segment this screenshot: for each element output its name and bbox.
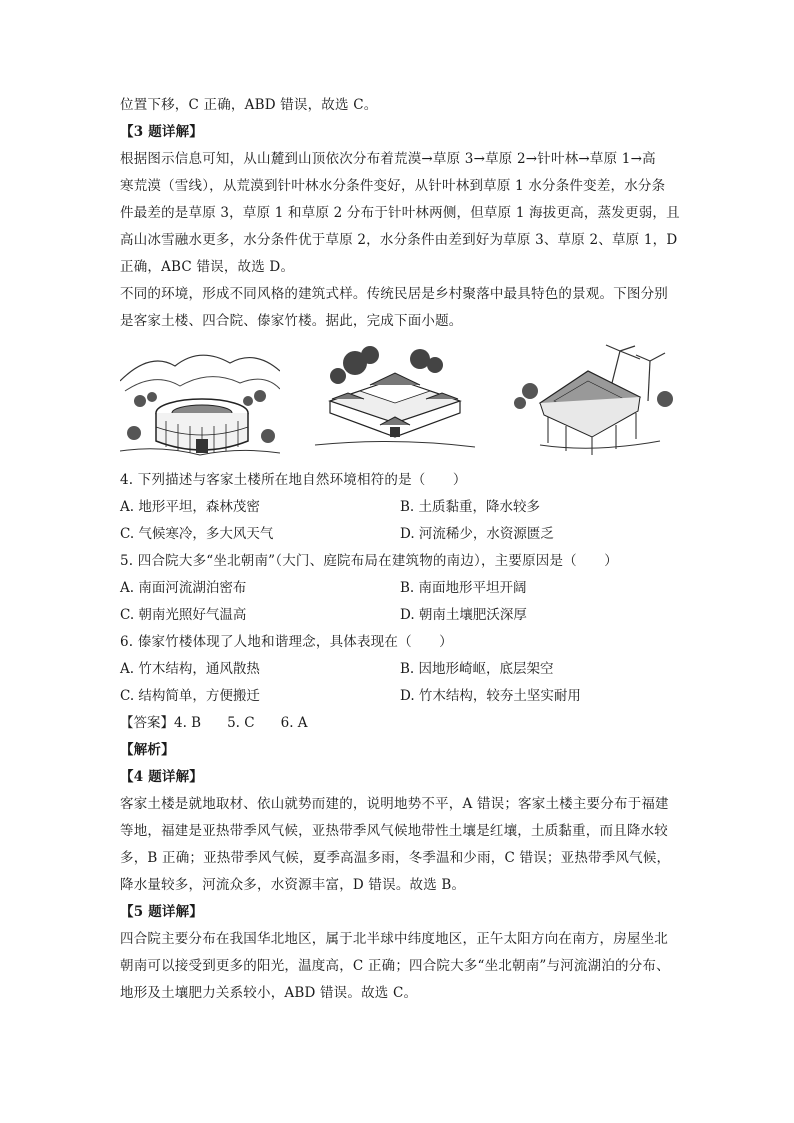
option-b: B. 因地形崎岖，底层架空 [400, 661, 554, 677]
question-stem: 5. 四合院大多“坐北朝南”（大门、庭院布局在建筑物的南边），主要原因是（ ） [120, 553, 618, 569]
top-line: 位置下移，C 正确，ABD 错误，故选 C。 [120, 97, 378, 113]
text-line: 客家土楼是就地取材、依山就势而建的，说明地势不平，A 错误；客家土楼主要分布于福建 [120, 796, 669, 812]
q5-detail-heading: 【5 题详解】 [120, 904, 203, 920]
dwelling-images [120, 341, 680, 463]
option-a: A. 地形平坦，森林茂密 [120, 499, 260, 515]
q4-detail-text [120, 791, 680, 899]
option-d: D. 竹木结构，较夯土坚实耐用 [400, 688, 581, 704]
answer-5: 5. C [227, 715, 255, 731]
text-line: 降水量较多，河流众多，水资源丰富，D 错误。故选 B。 [120, 877, 466, 893]
option-d: D. 朝南土壤肥沃深厚 [400, 607, 527, 623]
question-6 [120, 629, 680, 710]
hakka-tulou-image [120, 341, 280, 459]
answer-6: 6. A [280, 715, 308, 731]
text-line: 根据图示信息可知，从山麓到山顶依次分布着荒漠→草原 3→草原 2→针叶林→草原 1→高 [120, 151, 656, 167]
tulou-sketch [120, 341, 280, 459]
question-stem: 4. 下列描述与客家土楼所在地自然环境相符的是（ ） [120, 472, 467, 488]
option-a: A. 竹木结构，通风散热 [120, 661, 260, 677]
answer-4: 【答案】4. B [120, 715, 202, 731]
option-c: C. 气候寒冷，多大风天气 [120, 526, 274, 542]
text-line: 多，B 正确；亚热带季风气候，夏季高温多雨，冬季温和少雨，C 错误；亚热带季风气候， [120, 850, 671, 866]
analysis-heading: 【解析】 [120, 742, 175, 758]
option-c: C. 朝南光照好气温高 [120, 607, 247, 623]
question-stem: 6. 傣家竹楼体现了人地和谐理念，具体表现在（ ） [120, 634, 453, 650]
q3-detail-heading: 【3 题详解】 [120, 124, 203, 140]
question-5 [120, 548, 680, 629]
option-list [120, 575, 680, 629]
q4-detail-heading: 【4 题详解】 [120, 769, 203, 785]
text-line: 件最差的是草原 3，草原 1 和草原 2 分布于针叶林两侧，但草原 1 海拔更高，蒸发更弱，且 [120, 205, 680, 221]
text-line: 高山冰雪融水更多，水分条件优于草原 2，水分条件由差到好为草原 3、草原 2、草原 1，D [120, 232, 678, 248]
option-b: B. 南面地形平坦开阔 [400, 580, 527, 596]
text-line: 朝南可以接受到更多的阳光，温度高，C 正确；四合院大多“坐北朝南”与河流湖泊的分布、 [120, 958, 670, 974]
page-content [120, 92, 680, 1007]
text-line: 不同的环境，形成不同风格的建筑式样。传统民居是乡村聚落中最具特色的景观。下图分别 [120, 286, 668, 302]
option-d: D. 河流稀少，水资源匮乏 [400, 526, 554, 542]
question-4 [120, 467, 680, 548]
option-b: B. 土质黏重，降水较多 [400, 499, 541, 515]
dai-bamboo-house-image [510, 341, 680, 459]
bamboo-house-sketch [510, 341, 680, 459]
option-list [120, 656, 680, 710]
text-line: 正确，ABC 错误，故选 D。 [120, 259, 295, 275]
text-line: 地形及土壤肥力关系较小，ABD 错误。故选 C。 [120, 985, 418, 1001]
text-line: 是客家土楼、四合院、傣家竹楼。据此，完成下面小题。 [120, 313, 463, 329]
text-line: 等地，福建是亚热带季风气候，亚热带季风气候地带性土壤是红壤，土质黏重，而且降水较 [120, 823, 668, 839]
text-line: 寒荒漠（雪线），从荒漠到针叶林水分条件变好，从针叶林到草原 1 水分条件变差，水分条 [120, 178, 666, 194]
q5-detail-text [120, 926, 680, 1007]
option-list [120, 494, 680, 548]
option-c: C. 结构简单，方便搬迁 [120, 688, 260, 704]
siheyuan-sketch [310, 341, 480, 459]
answer-line [120, 710, 680, 737]
option-a: A. 南面河流湖泊密布 [120, 580, 247, 596]
siheyuan-image [310, 341, 480, 459]
text-line: 四合院主要分布在我国华北地区，属于北半球中纬度地区，正午太阳方向在南方，房屋坐北 [120, 931, 668, 947]
question-intro [120, 281, 680, 335]
q3-detail-text [120, 146, 680, 281]
